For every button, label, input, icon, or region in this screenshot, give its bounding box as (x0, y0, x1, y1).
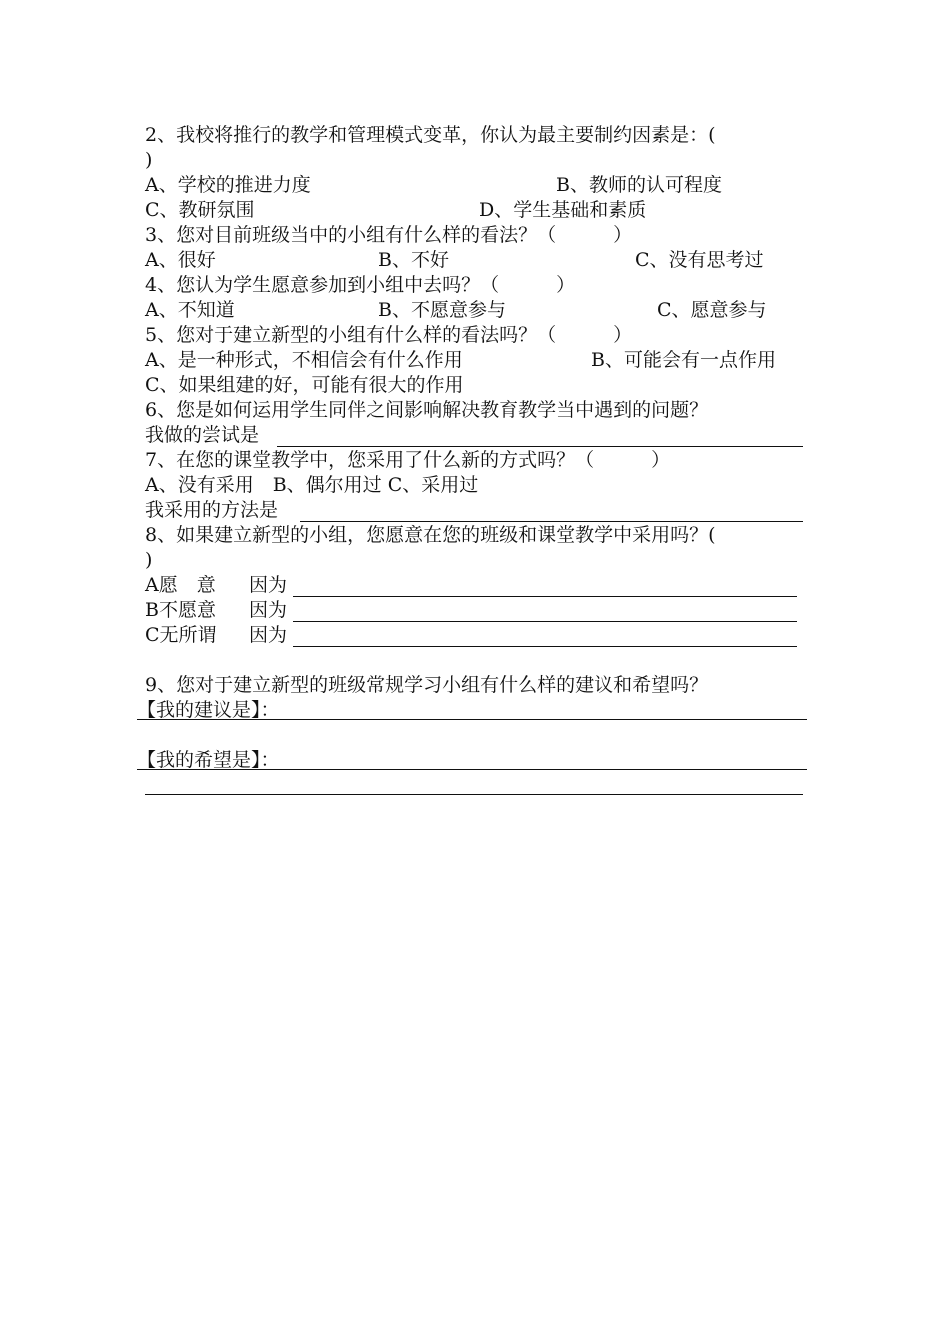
q9-suggestion-label: 【我的建议是】： (137, 699, 280, 721)
question-6: 6、您是如何运用学生同伴之间影响解决教育教学当中遇到的问题？ (145, 399, 709, 421)
q8-row-b-because: 因为 (249, 599, 288, 621)
question-7-options[interactable]: A、没有采用 B、偶尔用过 C、采用过 (145, 474, 479, 496)
question-2-paren-close: ) (145, 149, 153, 171)
q5-option-c[interactable]: C、如果组建的好，可能有很大的作用 (145, 374, 464, 396)
q8-row-a (145, 573, 288, 598)
question-3-options (145, 248, 805, 273)
q6-answer-line[interactable] (277, 446, 803, 447)
question-4-options (145, 298, 805, 323)
question-5-options-row-1 (145, 348, 805, 373)
q8-row-c (145, 623, 288, 648)
question-2-options-row-2 (145, 198, 805, 223)
q8-row-a-label[interactable]: A愿 意 (145, 574, 216, 596)
question-2-options-row-1 (145, 173, 805, 198)
q4-option-b[interactable]: B、不愿意参与 (378, 299, 506, 321)
q4-option-c[interactable]: C、愿意参与 (657, 299, 767, 321)
q9-suggestion-line[interactable] (137, 719, 807, 720)
q5-option-a[interactable]: A、是一种形式，不相信会有什么作用 (145, 349, 463, 371)
question-9: 9、您对于建立新型的班级常规学习小组有什么样的建议和希望吗？ (145, 674, 709, 696)
question-5: 5、您对于建立新型的小组有什么样的看法吗？（ ） (145, 324, 633, 346)
q8-row-a-line[interactable] (293, 596, 797, 597)
question-2: 2、我校将推行的教学和管理模式变革，你认为最主要制约因素是：( (145, 124, 716, 146)
q2-option-d[interactable]: D、学生基础和素质 (479, 199, 647, 221)
q6-prompt: 我做的尝试是 (145, 424, 260, 446)
question-4: 4、您认为学生愿意参加到小组中去吗？（ ） (145, 274, 576, 296)
q3-option-a[interactable]: A、很好 (145, 249, 216, 271)
q9-hope-line-2[interactable] (145, 794, 803, 795)
q8-row-b (145, 598, 288, 623)
question-8: 8、如果建立新型的小组，您愿意在您的班级和课堂教学中采用吗？( (145, 524, 716, 546)
q2-option-c[interactable]: C、教研氛围 (145, 199, 255, 221)
q8-row-a-because: 因为 (249, 574, 288, 596)
q8-row-b-line[interactable] (293, 621, 797, 622)
q3-option-b[interactable]: B、不好 (378, 249, 449, 271)
question-8-paren-close: ) (145, 549, 153, 571)
q7-answer-line[interactable] (300, 521, 803, 522)
q9-hope-line[interactable] (137, 769, 807, 770)
q9-hope-label: 【我的希望是】： (137, 749, 280, 771)
q8-row-c-because: 因为 (249, 624, 288, 646)
question-7-answer-row (145, 498, 278, 523)
q4-option-a[interactable]: A、不知道 (145, 299, 235, 321)
question-7: 7、在您的课堂教学中，您采用了什么新的方式吗？（ ） (145, 449, 671, 471)
q8-row-c-label[interactable]: C无所谓 (145, 624, 217, 646)
q8-row-b-label[interactable]: B不愿意 (145, 599, 216, 621)
q3-option-c[interactable]: C、没有思考过 (635, 249, 764, 271)
question-6-answer-row (145, 423, 259, 448)
q8-row-c-line[interactable] (293, 646, 797, 647)
q2-option-b[interactable]: B、教师的认可程度 (556, 174, 722, 196)
q7-prompt: 我采用的方法是 (145, 499, 279, 521)
q2-option-a[interactable]: A、学校的推进力度 (145, 174, 311, 196)
question-3: 3、您对目前班级当中的小组有什么样的看法？（ ） (145, 224, 633, 246)
q5-option-b[interactable]: B、可能会有一点作用 (591, 349, 776, 371)
